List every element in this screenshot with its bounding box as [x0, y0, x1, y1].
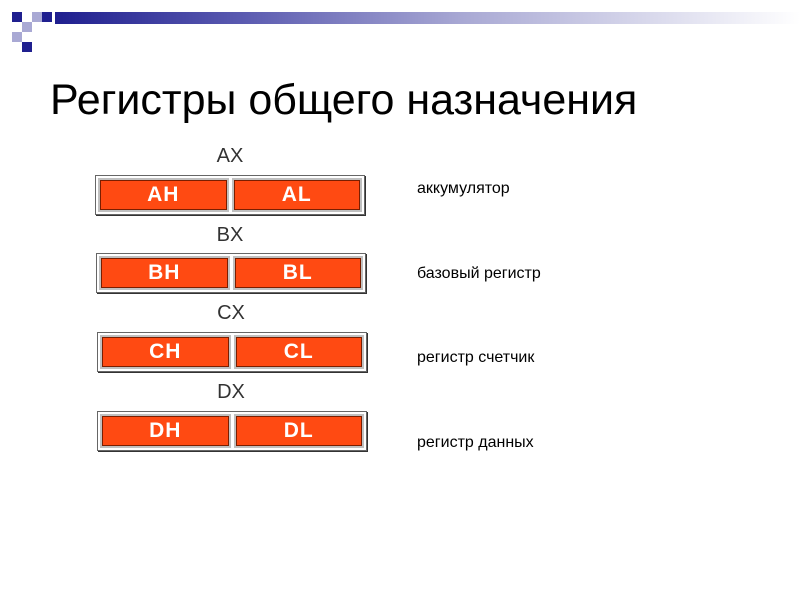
- register-diagram-cx: [97, 332, 367, 372]
- register-high-ch: CH: [100, 335, 231, 369]
- register-high-ah: AH: [98, 178, 229, 212]
- register-description-cx: регистр счетчик: [417, 349, 535, 366]
- header-square-light: [22, 22, 32, 32]
- header-gradient-bar: [55, 12, 800, 24]
- header-square-dark: [12, 12, 22, 22]
- register-name-ax: AX: [216, 145, 244, 167]
- register-low-cl: CL: [234, 335, 365, 369]
- register-low-al: AL: [232, 178, 363, 212]
- header-square-dark: [42, 12, 52, 22]
- header-square-dark: [22, 42, 32, 52]
- header-square-light: [12, 32, 22, 42]
- register-diagram-ax: [95, 175, 365, 215]
- register-diagram-bx: [96, 253, 366, 293]
- register-high-dh: DH: [100, 414, 231, 448]
- register-high-bh: BH: [99, 256, 230, 290]
- register-low-dl: DL: [234, 414, 365, 448]
- header-square-light: [32, 12, 42, 22]
- register-description-ax: аккумулятор: [417, 180, 510, 197]
- register-name-dx: DX: [217, 381, 245, 403]
- register-description-dx: регистр данных: [417, 434, 534, 451]
- register-name-bx: BX: [216, 224, 244, 246]
- slide-title: Регистры общего назначения: [50, 76, 638, 124]
- register-low-bl: BL: [233, 256, 364, 290]
- register-name-cx: CX: [217, 302, 245, 324]
- register-description-bx: базовый регистр: [417, 265, 541, 282]
- register-diagram-dx: [97, 411, 367, 451]
